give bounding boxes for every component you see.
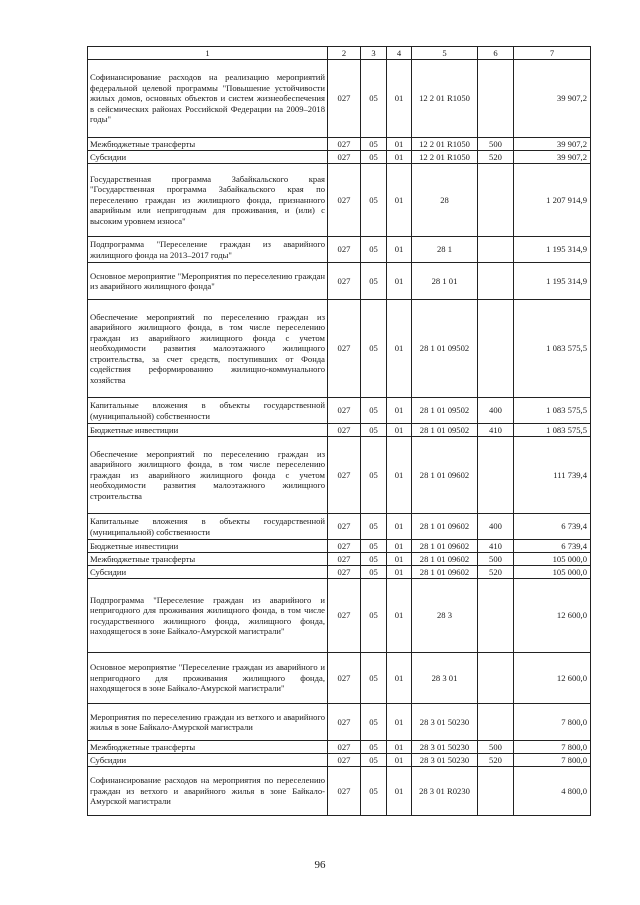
row-name: Бюджетные инвестиции <box>88 540 328 553</box>
row-target-code: 28 1 01 09602 <box>412 553 478 566</box>
row-name: Подпрограмма "Переселение граждан из аварийного и непригодного для проживания жилищного фонда, в том числе государственного жилищного фонда, жилищного фонда, находящегося в зоне Байкало-Амурской магистрали" <box>88 579 328 653</box>
page-number: 96 <box>314 859 326 871</box>
row-expense-type <box>478 704 514 741</box>
row-amount: 1 083 575,5 <box>514 398 591 424</box>
row-target-code: 12 2 01 R1050 <box>412 151 478 164</box>
budget-table-container <box>87 46 590 816</box>
row-section-code: 05 <box>361 540 387 553</box>
row-target-code: 28 1 01 09602 <box>412 437 478 514</box>
row-expense-type: 410 <box>478 424 514 437</box>
row-target-code: 12 2 01 R1050 <box>412 138 478 151</box>
row-ministry-code: 027 <box>328 437 361 514</box>
row-name: Межбюджетные трансферты <box>88 138 328 151</box>
row-section-code: 05 <box>361 579 387 653</box>
row-amount: 6 739,4 <box>514 540 591 553</box>
row-name: Основное мероприятие "Переселение граждан из аварийного и непригодного для проживания жилищного фонда, находящегося в зоне Байкало-Амурской магистрали" <box>88 653 328 704</box>
row-target-code: 12 2 01 R1050 <box>412 60 478 138</box>
col-header: 2 <box>328 47 361 60</box>
row-name: Межбюджетные трансферты <box>88 553 328 566</box>
row-ministry-code: 027 <box>328 704 361 741</box>
row-amount: 39 907,2 <box>514 60 591 138</box>
table-row <box>88 754 591 767</box>
table-row <box>88 398 591 424</box>
col-header: 1 <box>88 47 328 60</box>
row-target-code: 28 3 01 50230 <box>412 704 478 741</box>
row-expense-type: 500 <box>478 553 514 566</box>
row-amount: 39 907,2 <box>514 151 591 164</box>
row-subsection-code: 01 <box>387 540 412 553</box>
row-subsection-code: 01 <box>387 437 412 514</box>
col-header: 3 <box>361 47 387 60</box>
row-name: Субсидии <box>88 754 328 767</box>
row-target-code: 28 1 01 09602 <box>412 540 478 553</box>
row-expense-type <box>478 60 514 138</box>
table-row <box>88 514 591 540</box>
row-subsection-code: 01 <box>387 653 412 704</box>
row-section-code: 05 <box>361 437 387 514</box>
row-target-code: 28 3 01 R0230 <box>412 767 478 816</box>
row-name: Мероприятия по переселению граждан из ветхого и аварийного жилья в зоне Байкало-Амурской магистрали <box>88 704 328 741</box>
row-section-code: 05 <box>361 424 387 437</box>
row-name: Капитальные вложения в объекты государственной (муниципальной) собственности <box>88 398 328 424</box>
row-amount: 105 000,0 <box>514 553 591 566</box>
row-amount: 7 800,0 <box>514 741 591 754</box>
row-expense-type: 500 <box>478 741 514 754</box>
row-section-code: 05 <box>361 553 387 566</box>
row-amount: 7 800,0 <box>514 704 591 741</box>
row-name: Софинансирование расходов на реализацию мероприятий федеральной целевой программы "Повышение устойчивости жилых домов, основных объектов и систем жизнеобеспечения в сейсмических районах Российской Федерации на 2009–2018 годы" <box>88 60 328 138</box>
table-row <box>88 437 591 514</box>
row-amount: 39 907,2 <box>514 138 591 151</box>
table-row <box>88 138 591 151</box>
row-amount: 1 083 575,5 <box>514 424 591 437</box>
col-header: 5 <box>412 47 478 60</box>
row-amount: 1 195 314,9 <box>514 263 591 300</box>
row-amount: 6 739,4 <box>514 514 591 540</box>
table-row <box>88 237 591 263</box>
row-target-code: 28 1 01 <box>412 263 478 300</box>
table-row <box>88 424 591 437</box>
row-ministry-code: 027 <box>328 514 361 540</box>
row-amount: 12 600,0 <box>514 653 591 704</box>
row-expense-type <box>478 767 514 816</box>
row-subsection-code: 01 <box>387 579 412 653</box>
table-row <box>88 653 591 704</box>
row-target-code: 28 <box>412 164 478 237</box>
row-ministry-code: 027 <box>328 138 361 151</box>
table-row <box>88 579 591 653</box>
table-row <box>88 566 591 579</box>
row-amount: 12 600,0 <box>514 579 591 653</box>
row-ministry-code: 027 <box>328 60 361 138</box>
row-name: Софинансирование расходов на мероприятия по переселению граждан из ветхого и аварийного жилья в зоне Байкало-Амурской магистрали <box>88 767 328 816</box>
row-section-code: 05 <box>361 767 387 816</box>
row-name: Обеспечение мероприятий по переселению граждан из аварийного жилищного фонда, в том числе переселению граждан из аварийного жилищного фонда с учетом необходимости развития малоэтажного жилищного строительства <box>88 437 328 514</box>
row-ministry-code: 027 <box>328 741 361 754</box>
row-subsection-code: 01 <box>387 237 412 263</box>
row-expense-type: 520 <box>478 151 514 164</box>
row-expense-type: 500 <box>478 138 514 151</box>
row-subsection-code: 01 <box>387 138 412 151</box>
row-amount: 4 800,0 <box>514 767 591 816</box>
row-target-code: 28 1 01 09602 <box>412 514 478 540</box>
row-section-code: 05 <box>361 398 387 424</box>
col-header: 4 <box>387 47 412 60</box>
row-subsection-code: 01 <box>387 741 412 754</box>
row-expense-type: 520 <box>478 754 514 767</box>
row-section-code: 05 <box>361 60 387 138</box>
row-section-code: 05 <box>361 263 387 300</box>
row-expense-type <box>478 237 514 263</box>
row-name: Бюджетные инвестиции <box>88 424 328 437</box>
row-expense-type <box>478 653 514 704</box>
row-expense-type <box>478 300 514 398</box>
table-row <box>88 741 591 754</box>
row-ministry-code: 027 <box>328 579 361 653</box>
row-expense-type <box>478 579 514 653</box>
row-name: Обеспечение мероприятий по переселению граждан из аварийного жилищного фонда, в том числе переселению граждан из аварийного жилищного фонда с учетом необходимости развития малоэтажного жилищного строительства, за счет средств, поступивших от Фонда содействия реформированию жилищно-коммунального хозяйства <box>88 300 328 398</box>
col-header: 7 <box>514 47 591 60</box>
row-target-code: 28 1 01 09502 <box>412 300 478 398</box>
row-subsection-code: 01 <box>387 151 412 164</box>
row-section-code: 05 <box>361 138 387 151</box>
table-row <box>88 263 591 300</box>
row-amount: 111 739,4 <box>514 437 591 514</box>
table-row <box>88 767 591 816</box>
row-expense-type: 410 <box>478 540 514 553</box>
row-subsection-code: 01 <box>387 514 412 540</box>
row-amount: 1 207 914,9 <box>514 164 591 237</box>
row-amount: 105 000,0 <box>514 566 591 579</box>
row-target-code: 28 1 01 09602 <box>412 566 478 579</box>
row-expense-type: 520 <box>478 566 514 579</box>
row-target-code: 28 3 01 50230 <box>412 754 478 767</box>
row-ministry-code: 027 <box>328 653 361 704</box>
row-section-code: 05 <box>361 237 387 263</box>
row-expense-type <box>478 263 514 300</box>
row-ministry-code: 027 <box>328 164 361 237</box>
row-section-code: 05 <box>361 164 387 237</box>
row-name: Основное мероприятие "Мероприятия по переселению граждан из аварийного жилищного фонда" <box>88 263 328 300</box>
row-subsection-code: 01 <box>387 164 412 237</box>
row-expense-type <box>478 437 514 514</box>
row-ministry-code: 027 <box>328 540 361 553</box>
table-row <box>88 540 591 553</box>
row-section-code: 05 <box>361 741 387 754</box>
row-subsection-code: 01 <box>387 424 412 437</box>
row-ministry-code: 027 <box>328 263 361 300</box>
row-target-code: 28 3 01 <box>412 653 478 704</box>
row-ministry-code: 027 <box>328 566 361 579</box>
row-expense-type <box>478 164 514 237</box>
row-subsection-code: 01 <box>387 300 412 398</box>
row-expense-type: 400 <box>478 514 514 540</box>
row-ministry-code: 027 <box>328 424 361 437</box>
row-ministry-code: 027 <box>328 767 361 816</box>
row-target-code: 28 1 01 09502 <box>412 398 478 424</box>
table-row <box>88 704 591 741</box>
row-name: Государственная программа Забайкальского края "Государственная программа Забайкальского края по переселению граждан из жилищного фонда, признанного аварийным или непригодным для проживания, и (или) с высоким уровнем износа" <box>88 164 328 237</box>
row-amount: 1 083 575,5 <box>514 300 591 398</box>
row-amount: 7 800,0 <box>514 754 591 767</box>
row-subsection-code: 01 <box>387 398 412 424</box>
col-header: 6 <box>478 47 514 60</box>
row-target-code: 28 1 01 09502 <box>412 424 478 437</box>
row-subsection-code: 01 <box>387 754 412 767</box>
row-amount: 1 195 314,9 <box>514 237 591 263</box>
row-subsection-code: 01 <box>387 566 412 579</box>
row-ministry-code: 027 <box>328 398 361 424</box>
row-subsection-code: 01 <box>387 263 412 300</box>
row-section-code: 05 <box>361 754 387 767</box>
header-row <box>88 47 591 60</box>
row-subsection-code: 01 <box>387 704 412 741</box>
row-ministry-code: 027 <box>328 237 361 263</box>
table-row <box>88 164 591 237</box>
table-row <box>88 300 591 398</box>
row-target-code: 28 1 <box>412 237 478 263</box>
budget-table <box>87 46 591 816</box>
row-section-code: 05 <box>361 566 387 579</box>
row-expense-type: 400 <box>478 398 514 424</box>
table-row <box>88 151 591 164</box>
row-name: Межбюджетные трансферты <box>88 741 328 754</box>
row-section-code: 05 <box>361 151 387 164</box>
row-section-code: 05 <box>361 300 387 398</box>
row-section-code: 05 <box>361 653 387 704</box>
row-name: Капитальные вложения в объекты государственной (муниципальной) собственности <box>88 514 328 540</box>
row-ministry-code: 027 <box>328 754 361 767</box>
row-section-code: 05 <box>361 704 387 741</box>
row-ministry-code: 027 <box>328 553 361 566</box>
row-name: Субсидии <box>88 566 328 579</box>
row-subsection-code: 01 <box>387 553 412 566</box>
row-section-code: 05 <box>361 514 387 540</box>
row-name: Подпрограмма "Переселение граждан из аварийного жилищного фонда на 2013–2017 годы" <box>88 237 328 263</box>
table-body <box>88 60 591 816</box>
table-row <box>88 60 591 138</box>
row-name: Субсидии <box>88 151 328 164</box>
row-subsection-code: 01 <box>387 60 412 138</box>
row-target-code: 28 3 <box>412 579 478 653</box>
table-row <box>88 553 591 566</box>
row-target-code: 28 3 01 50230 <box>412 741 478 754</box>
row-ministry-code: 027 <box>328 151 361 164</box>
row-ministry-code: 027 <box>328 300 361 398</box>
row-subsection-code: 01 <box>387 767 412 816</box>
